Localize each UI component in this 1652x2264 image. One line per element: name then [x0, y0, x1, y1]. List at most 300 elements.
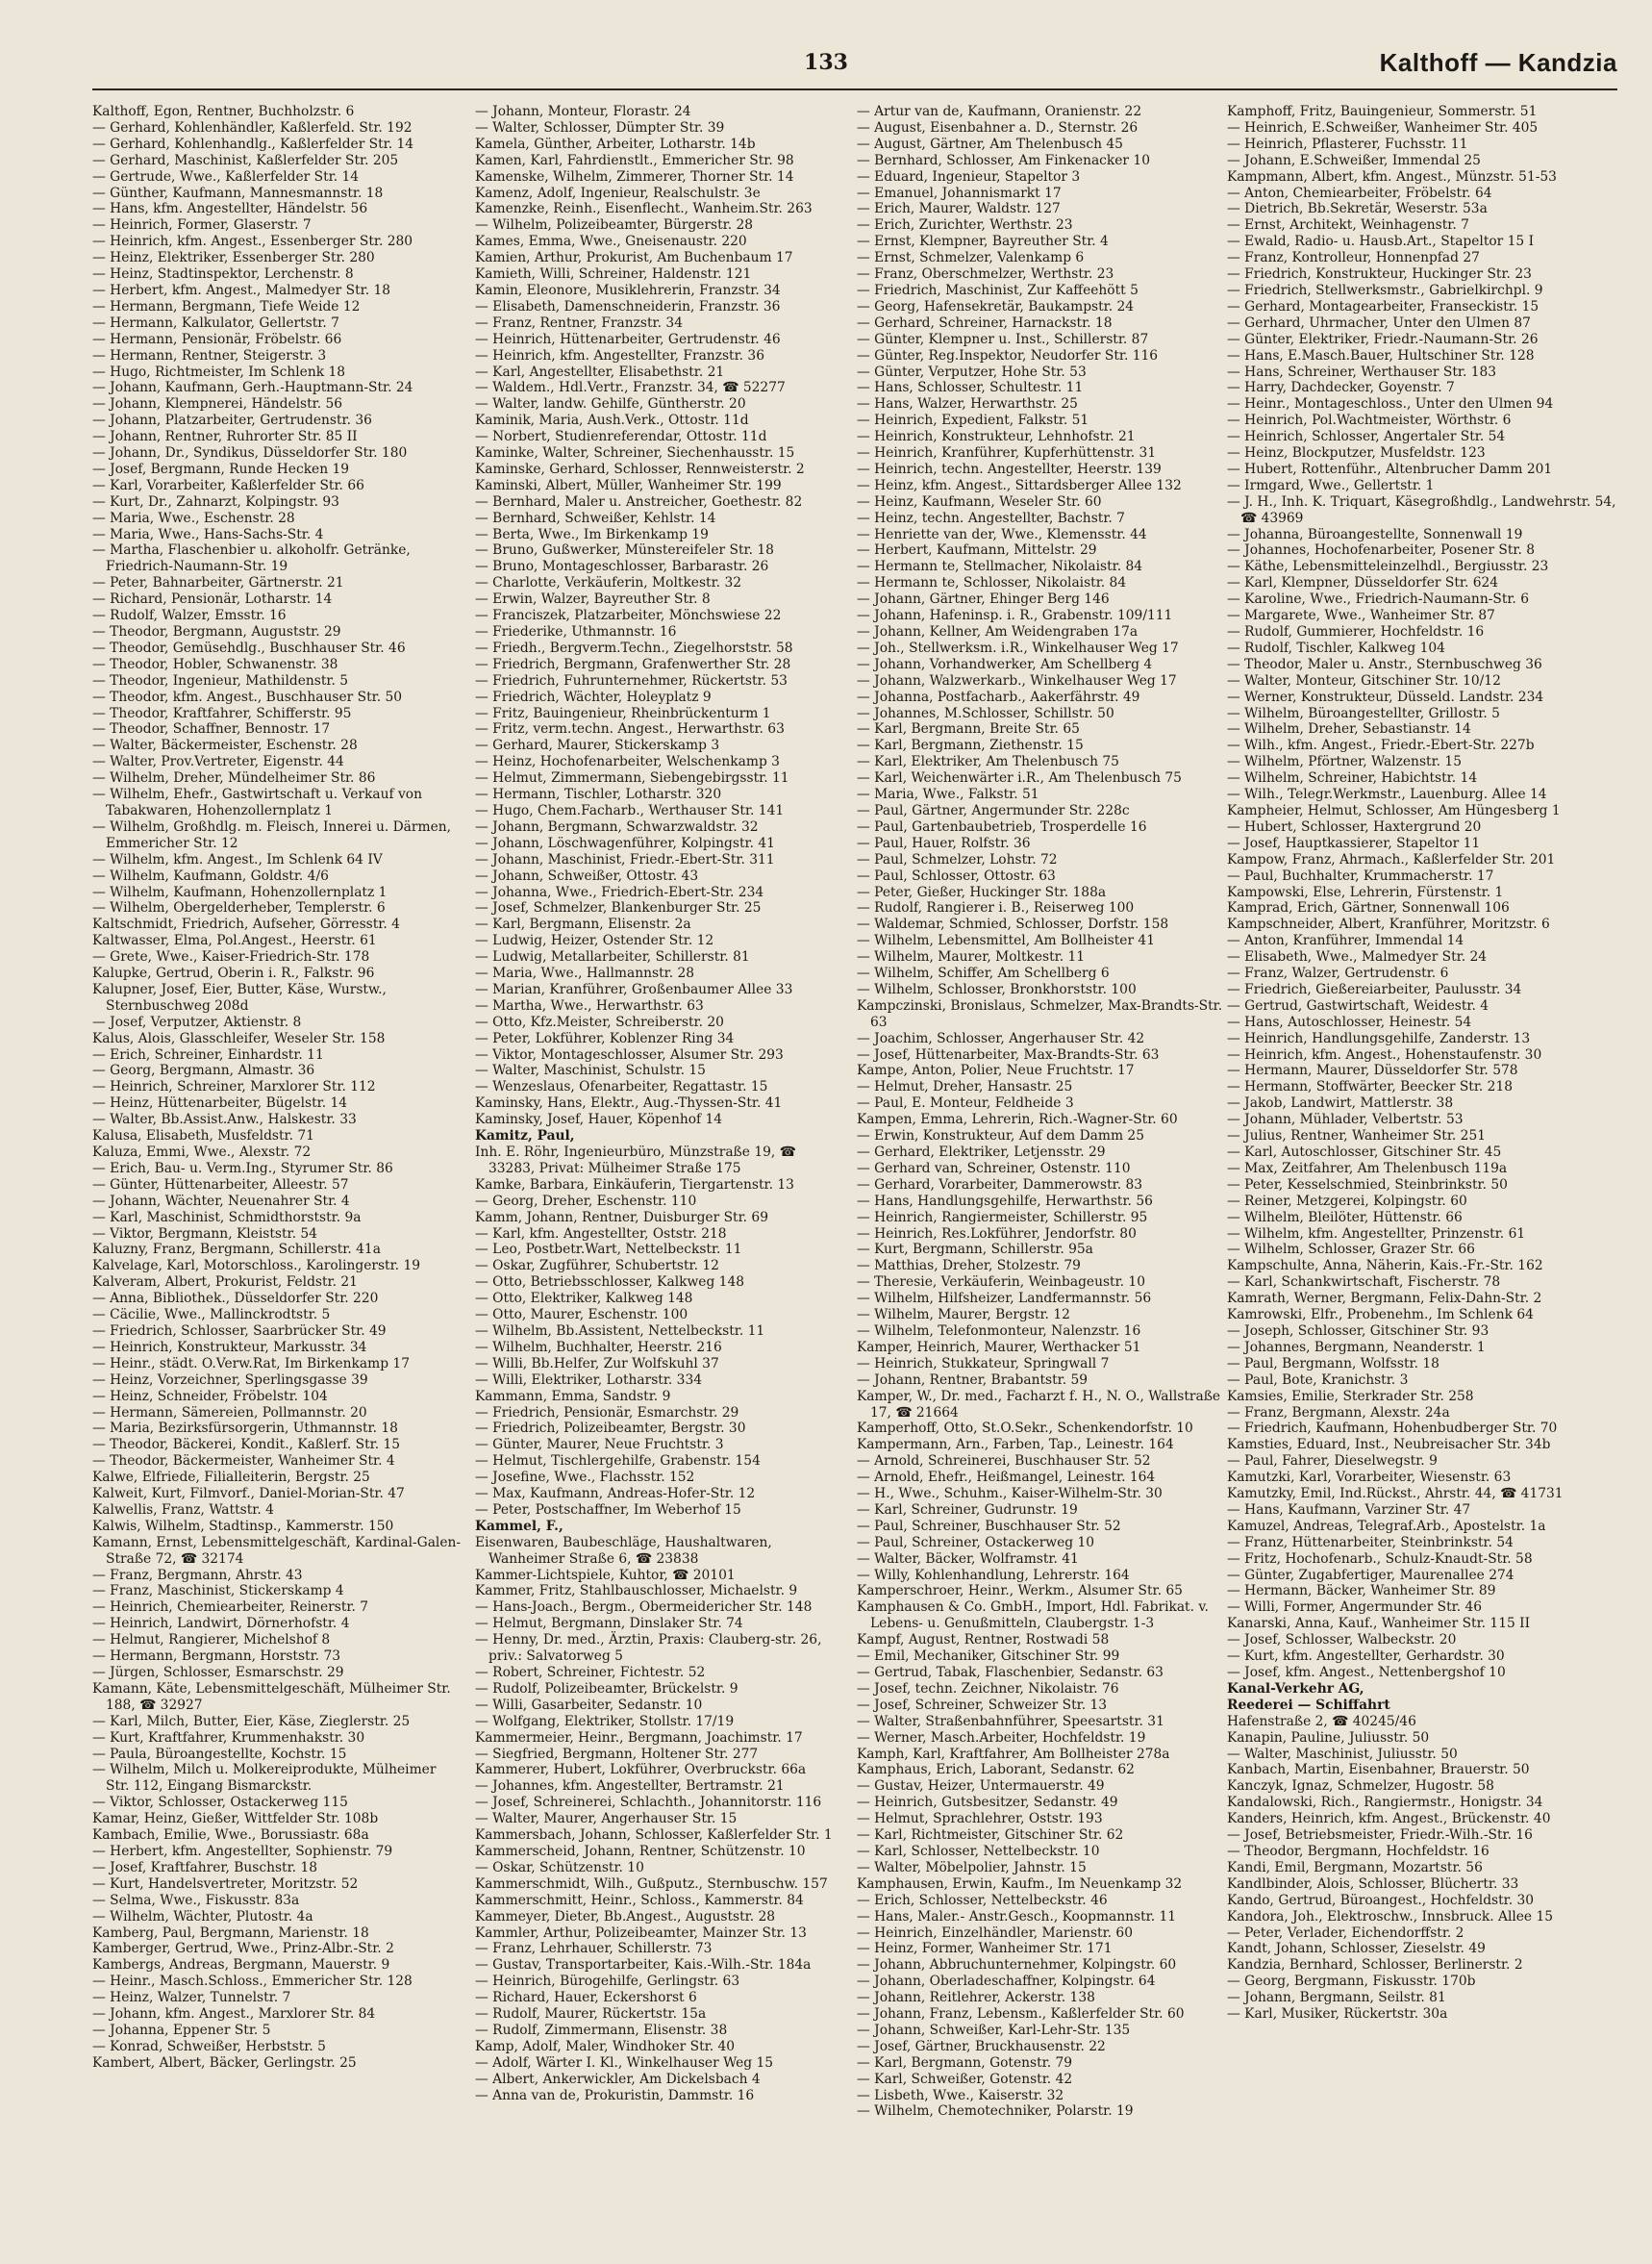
directory-entry: — Julius, Rentner, Wanheimer Str. 251: [1227, 1128, 1487, 1145]
directory-entry: Kammer-Lichtspiele, Kuhtor, ☎ 20101: [475, 1567, 736, 1583]
header-rule: [92, 88, 1617, 90]
directory-entry: — Erich, Schreiner, Einhardstr. 11: [92, 1046, 324, 1063]
directory-entry: — Bernhard, Schweißer, Kehlstr. 14: [475, 510, 716, 526]
directory-entry: Kamieth, Willi, Schreiner, Haldenstr. 121: [475, 266, 752, 283]
directory-entry: — Heinrich, Stukkateur, Springwall 7: [857, 1355, 1110, 1371]
directory-entry: — Walter, Bäckermeister, Eschenstr. 28: [92, 738, 358, 754]
directory-entry: — Hermann, Bäcker, Wanheimer Str. 89: [1227, 1583, 1496, 1599]
directory-entry: — Jakob, Landwirt, Mattlerstr. 38: [1227, 1095, 1454, 1112]
directory-entry: — Theresie, Verkäuferin, Weinbageustr. 10: [857, 1274, 1145, 1291]
directory-entry: — Viktor, Montageschlosser, Alsumer Str. 293: [475, 1046, 784, 1063]
directory-entry: Kamperhoff, Otto, St.O.Sekr., Schenkendorfstr. 10: [857, 1421, 1193, 1437]
directory-entry: — Wilhelm, Großhdlg. m. Fleisch, Innerei u. Därmen, Emmericher Str. 12: [92, 818, 452, 851]
directory-entry: — Joh., Stellwerksm. i.R., Winkelhauser Weg 17: [857, 640, 1179, 656]
directory-entry: — Friederike, Uthmannstr. 16: [475, 624, 677, 640]
directory-entry: Kamberg, Paul, Bergmann, Marienstr. 18: [92, 1924, 369, 1941]
directory-entry: — Otto, Betriebsschlosser, Kalkweg 148: [475, 1274, 745, 1291]
directory-entry: — Karl, Weichenwärter i.R., Am Thelenbusch 75: [857, 770, 1182, 787]
directory-entry: — Kurt, Bergmann, Schillerstr. 95a: [857, 1242, 1093, 1258]
directory-entry: Kampf, August, Rentner, Rostwadi 58: [857, 1632, 1110, 1648]
directory-entry: — Kurt, kfm. Angestellter, Gerhardstr. 30: [1227, 1648, 1505, 1665]
directory-entry: — Josefine, Wwe., Flachsstr. 152: [475, 1470, 695, 1486]
directory-entry: — Wilhelm, Milch u. Molkereiprodukte, Mülheimer Str. 112, Eingang Bismarckstr.: [92, 1762, 437, 1795]
directory-entry: — Josef, Verputzer, Aktienstr. 8: [92, 1014, 302, 1030]
directory-entry: — Theodor, Maler u. Anstr., Sternbuschweg 36: [1227, 656, 1542, 672]
directory-entry: — Wolfgang, Elektriker, Stollstr. 17/19: [475, 1713, 735, 1729]
directory-entry: — Bernhard, Maler u. Anstreicher, Goethestr. 82: [475, 493, 803, 510]
directory-entry: — Johann, Löschwagenführer, Kolpingstr. 41: [475, 835, 775, 851]
directory-entry: — Theodor, kfm. Angest., Buschhauser Str. 50: [92, 689, 403, 705]
directory-entry: Kamper, W., Dr. med., Facharzt f. H., N. O., Wallstraße 17, ☎ 21664: [857, 1388, 1221, 1421]
directory-entry: Kampermann, Arn., Farben, Tap., Leinestr. 164: [857, 1437, 1174, 1453]
directory-entry: — Georg, Hafensekretär, Baukampstr. 24: [857, 298, 1135, 314]
directory-entry: Kaminske, Gerhard, Schlosser, Rennweisterstr. 2: [475, 461, 805, 477]
directory-entry: — Hans-Joach., Bergm., Obermeidericher Str. 148: [475, 1599, 813, 1616]
directory-entry: Kalupner, Josef, Eier, Butter, Käse, Wurstw., Sternbuschweg 208d: [92, 981, 387, 1014]
directory-entry: Kamperschroer, Heinr., Werkm., Alsumer Str. 65: [857, 1583, 1183, 1599]
directory-entry: Kalweit, Kurt, Filmvorf., Daniel-Morian-Str. 47: [92, 1486, 405, 1502]
directory-entry: — Paula, Büroangestellte, Kochstr. 15: [92, 1746, 347, 1762]
directory-entry: — Heinrich, techn. Angestellter, Heerstr. 139: [857, 461, 1162, 477]
directory-entry: — Heinr., Masch.Schloss., Emmericher Str. 128: [92, 1974, 413, 1990]
directory-entry: — Johann, Rentner, Ruhrorter Str. 85 II: [92, 429, 358, 445]
directory-entry: — Henny, Dr. med., Ärztin, Praxis: Clauberg-str. 26, priv.: Salvatorweg 5: [475, 1632, 822, 1665]
directory-entry: — Friedrich, Schlosser, Saarbrücker Str. 49: [92, 1322, 387, 1339]
directory-entry: Kaltwasser, Elma, Pol.Angest., Heerstr. 61: [92, 933, 377, 949]
directory-entry: — Josef, Hauptkassierer, Stapeltor 11: [1227, 835, 1481, 851]
directory-entry: — Gertrud, Gastwirtschaft, Weidestr. 4: [1227, 997, 1489, 1014]
directory-entry: — Heinrich, Schlosser, Angertaler Str. 54: [1227, 429, 1506, 445]
directory-entry: — Wilhelm, Pförtner, Walzenstr. 15: [1227, 754, 1462, 770]
directory-entry: Kambach, Emilie, Wwe., Borussiastr. 68a: [92, 1827, 369, 1844]
directory-entry: — Werner, Konstrukteur, Düsseld. Landstr. 234: [1227, 689, 1544, 705]
directory-entry: — Hermann, Sämereien, Pollmannstr. 20: [92, 1404, 367, 1421]
directory-entry: — Rudolf, Maurer, Rückertstr. 15a: [475, 2006, 707, 2023]
directory-entry: — Hans, Kaufmann, Varziner Str. 47: [1227, 1501, 1471, 1518]
directory-entry: Kaminsky, Hans, Elektr., Aug.-Thyssen-Str. 41: [475, 1095, 783, 1112]
directory-entry: Kamberger, Gertrud, Wwe., Prinz-Albr.-Str. 2: [92, 1941, 394, 1957]
directory-entry: — Heinz, Schneider, Fröbelstr. 104: [92, 1388, 328, 1404]
directory-entry: — Wilhelm, Telefonmonteur, Nalenzstr. 16: [857, 1322, 1141, 1339]
directory-entry: — Johanna, Büroangestellte, Sonnenwall 19: [1227, 526, 1523, 542]
directory-entry: — August, Eisenbahner a. D., Sternstr. 26: [857, 119, 1139, 136]
directory-entry: Kamrath, Werner, Bergmann, Felix-Dahn-Str. 2: [1227, 1291, 1542, 1307]
directory-entry: — Willi, Gasarbeiter, Sedanstr. 10: [475, 1697, 703, 1713]
directory-entry: — Wenzeslaus, Ofenarbeiter, Regattastr. 15: [475, 1079, 768, 1095]
directory-entry: Kaminik, Maria, Aush.Verk., Ottostr. 11d: [475, 413, 749, 429]
directory-entry: — Günter, Maurer, Neue Fruchtstr. 3: [475, 1437, 724, 1453]
directory-entry: — Harry, Dachdecker, Goyenstr. 7: [1227, 380, 1455, 396]
directory-entry: — Friedrich, Gießereiarbeiter, Paulusstr. 34: [1227, 981, 1522, 997]
directory-entry: — Ludwig, Heizer, Ostender Str. 12: [475, 933, 714, 949]
directory-entry: Kambert, Albert, Bäcker, Gerlingstr. 25: [92, 2054, 357, 2071]
directory-entry: — Johann, Bergmann, Schwarzwaldstr. 32: [475, 818, 759, 835]
directory-entry: — Reiner, Metzgerei, Kolpingstr. 60: [1227, 1193, 1467, 1209]
directory-entry: Kamper, Heinrich, Maurer, Werthacker 51: [857, 1339, 1141, 1355]
directory-entry: — Viktor, Bergmann, Kleiststr. 54: [92, 1225, 317, 1242]
directory-entry: — Hans, Maler.- Anstr.Gesch., Koopmannstr. 11: [857, 1908, 1177, 1924]
directory-entry: — Karl, Elektriker, Am Thelenbusch 75: [857, 754, 1119, 770]
directory-entry: — Günther, Kaufmann, Mannesmannstr. 18: [92, 185, 384, 201]
directory-entry: — Franz, Lehrhauer, Schillerstr. 73: [475, 1941, 713, 1957]
directory-entry: — Peter, Lokführer, Koblenzer Ring 34: [475, 1030, 735, 1046]
directory-entry: — Max, Kaufmann, Andreas-Hofer-Str. 12: [475, 1486, 756, 1502]
directory-entry: Kambergs, Andreas, Bergmann, Mauerstr. 9: [92, 1957, 390, 1974]
directory-entry: — Richard, Pensionär, Lotharstr. 14: [92, 591, 333, 608]
directory-entry: — Werner, Masch.Arbeiter, Hochfeldstr. 19: [857, 1729, 1146, 1746]
directory-entry: — Erich, Zurichter, Werthstr. 23: [857, 217, 1073, 234]
directory-entry: — Arnold, Schreinerei, Buschhauser Str. 52: [857, 1453, 1151, 1470]
directory-entry: — Karl, Bergmann, Gotenstr. 79: [857, 2054, 1073, 2071]
directory-entry: — Johann, Wächter, Neuenahrer Str. 4: [92, 1193, 350, 1209]
directory-entry: — Günter, Verputzer, Hohe Str. 53: [857, 364, 1087, 380]
directory-entry: — Theodor, Kraftfahrer, Schifferstr. 95: [92, 705, 352, 721]
directory-entry: — Johann, Oberladeschaffner, Kolpingstr. 64: [857, 1974, 1156, 1990]
directory-entry: — Wilhelm, Maurer, Bergstr. 12: [857, 1307, 1070, 1323]
directory-entry: Kaltschmidt, Friedrich, Aufseher, Görresstr. 4: [92, 917, 400, 933]
directory-entry: — Ernst, Schmelzer, Valenkamp 6: [857, 250, 1085, 266]
directory-entry: — Dietrich, Bb.Sekretär, Weserstr. 53a: [1227, 201, 1488, 217]
directory-entry: — Hermann, Bergmann, Tiefe Weide 12: [92, 298, 361, 314]
directory-entry: — Günter, Hüttenarbeiter, Alleestr. 57: [92, 1176, 349, 1193]
directory-entry: — Friedrich, Pensionär, Esmarchstr. 29: [475, 1404, 739, 1421]
directory-entry: Kalvelage, Karl, Motorschloss., Karolingerstr. 19: [92, 1258, 421, 1274]
directory-entry: Kalwe, Elfriede, Filialleiterin, Bergstr. 25: [92, 1470, 370, 1486]
directory-entry: — Anton, Chemiearbeiter, Fröbelstr. 64: [1227, 185, 1492, 201]
directory-entry: — Fritz, Hochofenarb., Schulz-Knaudt-Str. 58: [1227, 1550, 1533, 1567]
directory-entry: — Johann, Dr., Syndikus, Düsseldorfer Str. 180: [92, 445, 408, 462]
directory-entry: — Heinrich, Landwirt, Dörnerhofstr. 4: [92, 1616, 350, 1632]
directory-entry: — Johannes, kfm. Angestellter, Bertramstr. 21: [475, 1778, 785, 1795]
directory-entry: — Karl, Schlosser, Nettelbeckstr. 10: [857, 1843, 1100, 1859]
directory-entry: — Helmut, Tischlergehilfe, Grabenstr. 154: [475, 1453, 761, 1470]
directory-entry: Inh. E. Röhr, Ingenieurbüro, Münzstraße 19, ☎ 33283, Privat: Mülheimer Straße 175: [475, 1145, 796, 1176]
directory-entry: — Wilhelm, Schreiner, Habichtstr. 14: [1227, 770, 1478, 787]
directory-entry: Kamann, Ernst, Lebensmittelgeschäft, Kardinal-Galen-Straße 72, ☎ 32174: [92, 1534, 462, 1567]
directory-entry: Kampe, Anton, Polier, Neue Fruchtstr. 17: [857, 1063, 1135, 1079]
directory-entry: — Karl, Richtmeister, Gitschiner Str. 62: [857, 1827, 1124, 1844]
directory-entry: — Peter, Verlader, Eichendorffstr. 2: [1227, 1924, 1464, 1941]
directory-entry: Kaminke, Walter, Schreiner, Siechenhausstr. 15: [475, 445, 795, 462]
directory-entry: — Theodor, Hobler, Schwanenstr. 38: [92, 656, 338, 672]
directory-entry: Kando, Gertrud, Büroangest., Hochfeldstr. 30: [1227, 1892, 1535, 1908]
directory-entry: Kamrowski, Elfr., Probenehm., Im Schlenk 64: [1227, 1307, 1534, 1323]
directory-entry: — Heinr., städt. O.Verw.Rat, Im Birkenkamp 17: [92, 1355, 410, 1371]
directory-entry: — Johann, Schweißer, Ottostr. 43: [475, 868, 699, 884]
directory-entry: — Ernst, Klempner, Bayreuther Str. 4: [857, 234, 1109, 250]
directory-entry: — Erwin, Konstrukteur, Auf dem Damm 25: [857, 1128, 1144, 1145]
directory-entry: Kanarski, Anna, Kauf., Wanheimer Str. 115 II: [1227, 1616, 1531, 1632]
directory-entry: — Johann, Rentner, Brabantstr. 59: [857, 1371, 1089, 1388]
directory-entry: — Theodor, Ingenieur, Mathildenstr. 5: [92, 672, 349, 689]
directory-entry: Kammerschmitt, Heinr., Schloss., Kammerstr. 84: [475, 1892, 804, 1908]
directory-entry: — Hubert, Rottenführ., Altenbrucher Damm 201: [1227, 461, 1553, 477]
directory-entry: — Martha, Flaschenbier u. alkoholfr. Getränke, Friedrich-Naumann-Str. 19: [92, 542, 411, 575]
directory-entry: — Johannes, Bergmann, Neanderstr. 1: [1227, 1339, 1486, 1355]
directory-entry: Kandt, Johann, Schlosser, Zieselstr. 49: [1227, 1941, 1486, 1957]
directory-entry: Reederei — Schiffahrt: [1227, 1697, 1390, 1713]
directory-entry: — Johann, Bergmann, Seilstr. 81: [1227, 1990, 1446, 2006]
directory-entry: — Friedh., Bergverm.Techn., Ziegelhorststr. 58: [475, 640, 793, 656]
directory-entry: — Emil, Mechaniker, Gitschiner Str. 99: [857, 1648, 1120, 1665]
directory-entry: — Heinrich, Pol.Wachtmeister, Wörthstr. 6: [1227, 413, 1512, 429]
directory-entry: — Gerhard, Maurer, Stickerskamp 3: [475, 738, 720, 754]
directory-entry: — Franz, Hüttenarbeiter, Steinbrinkstr. 54: [1227, 1534, 1514, 1550]
directory-entry: — Herbert, kfm. Angestellter, Sophienstr. 79: [92, 1843, 393, 1859]
directory-entry: — Gertrude, Wwe., Kaßlerfelder Str. 14: [92, 168, 360, 185]
directory-entry: — Walter, Prov.Vertreter, Eigenstr. 44: [92, 754, 344, 770]
directory-column-3: [857, 104, 1227, 2249]
directory-entry: — Matthias, Dreher, Stolzestr. 79: [857, 1258, 1081, 1274]
directory-entry: — Kurt, Kraftfahrer, Krummenhakstr. 30: [92, 1729, 365, 1746]
directory-entry: Kamien, Arthur, Prokurist, Am Buchenbaum 17: [475, 250, 793, 266]
directory-entry: — Paul, Fahrer, Dieselwegstr. 9: [1227, 1453, 1438, 1470]
directory-entry: — Josef, Schreinerei, Schlachth., Johannitorstr. 116: [475, 1795, 822, 1811]
directory-entry: — Friedrich, Bergmann, Grafenwerther Str. 28: [475, 656, 791, 672]
directory-entry: — Paul, Hauer, Rolfstr. 36: [857, 835, 1031, 851]
directory-entry: — Karl, Bergmann, Elisenstr. 2a: [475, 917, 691, 933]
directory-entry: Kamenzke, Reinh., Eisenflecht., Wanheim.Str. 263: [475, 201, 813, 217]
directory-entry: — Heinrich, kfm. Angest., Hohenstaufenstr. 30: [1227, 1046, 1542, 1063]
directory-entry: — Karl, Milch, Butter, Eier, Käse, Zieglerstr. 25: [92, 1713, 411, 1729]
directory-entry: — Heinrich, Former, Glaserstr. 7: [92, 217, 312, 234]
directory-entry: — Heinrich, Res.Lokführer, Jendorfstr. 80: [857, 1225, 1137, 1242]
directory-entry: — Walter, Maschinist, Juliusstr. 50: [1227, 1746, 1458, 1762]
directory-entry: — Heinrich, Handlungsgehilfe, Zanderstr. 13: [1227, 1030, 1531, 1046]
directory-entry: — Wilhelm, Ehefr., Gastwirtschaft u. Verkauf von Tabakwaren, Hohenzollernplatz 1: [92, 787, 422, 818]
directory-entry: Kalupke, Gertrud, Oberin i. R., Falkstr. 96: [92, 966, 375, 982]
directory-entry: — Theodor, Bergmann, Hochfeldstr. 16: [1227, 1843, 1489, 1859]
directory-entry: — Paul, E. Monteur, Feldheide 3: [857, 1095, 1074, 1112]
directory-entry: — Heinr., Montageschloss., Unter den Ulmen 94: [1227, 396, 1554, 413]
directory-entry: — Hans, kfm. Angestellter, Händelstr. 56: [92, 201, 368, 217]
directory-entry: — Anna, Bibliothek., Düsseldorfer Str. 220: [92, 1291, 379, 1307]
directory-entry: — Karl, Vorarbeiter, Kaßlerfelder Str. 66: [92, 477, 364, 493]
directory-entry: — Johann, Kaufmann, Gerh.-Hauptmann-Str. 24: [92, 380, 413, 396]
directory-entry: Kamenz, Adolf, Ingenieur, Realschulstr. 3e: [475, 185, 761, 201]
directory-entry: — Josef, Schreiner, Schweizer Str. 13: [857, 1697, 1108, 1713]
directory-entry: — Josef, Schlosser, Walbeckstr. 20: [1227, 1632, 1457, 1648]
directory-entry: — Heinrich, kfm. Angest., Essenberger Str. 280: [92, 234, 413, 250]
directory-entry: — Oskar, Schützenstr. 10: [475, 1859, 644, 1875]
directory-entry: — Maria, Wwe., Hans-Sachs-Str. 4: [92, 526, 324, 542]
directory-entry: — Johann, Vorhandwerker, Am Schellberg 4: [857, 656, 1153, 672]
directory-entry: Kamela, Günther, Arbeiter, Lotharstr. 14b: [475, 136, 756, 152]
directory-entry: Kamke, Barbara, Einkäuferin, Tiergartenstr. 13: [475, 1176, 794, 1193]
directory-entry: — Theodor, Gemüsehdlg., Buschhauser Str. 46: [92, 640, 406, 656]
directory-entry: Kames, Emma, Wwe., Gneisenaustr. 220: [475, 234, 747, 250]
directory-entry: — Willi, Elektriker, Lotharstr. 334: [475, 1371, 703, 1388]
directory-entry: — Karl, Schreiner, Gudrunstr. 19: [857, 1501, 1078, 1518]
directory-entry: — Rudolf, Tischler, Kalkweg 104: [1227, 640, 1445, 656]
directory-entry: — Wilhelm, Maurer, Moltkestr. 11: [857, 949, 1086, 966]
directory-entry: — Heinz, Hochofenarbeiter, Welschenkamp 3: [475, 754, 780, 770]
directory-entry: — Willi, Former, Angermunder Str. 46: [1227, 1599, 1483, 1616]
directory-entry: — Gustav, Transportarbeiter, Kais.-Wilh.-Str. 184a: [475, 1957, 812, 1974]
directory-entry: — Hans, Walzer, Herwarthstr. 25: [857, 396, 1078, 413]
directory-entry: — Karl, Bergmann, Breite Str. 65: [857, 721, 1080, 738]
directory-entry: — Robert, Schreiner, Fichtestr. 52: [475, 1665, 706, 1680]
directory-entry: — Hermann, Rentner, Steigerstr. 3: [92, 347, 327, 364]
directory-entry: Kampow, Franz, Ahrmach., Kaßlerfelder Str. 201: [1227, 851, 1556, 868]
directory-entry: — Gerhard, Kohlenhandlg., Kaßlerfelder Str. 14: [92, 136, 414, 152]
directory-entry: — Hans, Schlosser, Schultestr. 11: [857, 380, 1084, 396]
directory-entry: — Paul, Schreiner, Ostackerweg 10: [857, 1534, 1095, 1550]
directory-entry: — Wilhelm, Schlosser, Grazer Str. 66: [1227, 1242, 1475, 1258]
directory-entry: Kamm, Johann, Rentner, Duisburger Str. 69: [475, 1209, 768, 1225]
directory-entry: — Helmut, Zimmermann, Siebengebirgsstr. 11: [475, 770, 789, 787]
directory-entry: — Hermann, Maurer, Düsseldorfer Str. 578: [1227, 1063, 1518, 1079]
directory-entry: — Gerhard van, Schreiner, Ostenstr. 110: [857, 1160, 1131, 1176]
directory-entry: Kamsties, Eduard, Inst., Neubreisacher Str. 34b: [1227, 1437, 1551, 1453]
directory-entry: — Heinz, Former, Wanheimer Str. 171: [857, 1941, 1113, 1957]
directory-entry: — Herbert, Kaufmann, Mittelstr. 29: [857, 542, 1097, 559]
directory-entry: — Paul, Schmelzer, Lohstr. 72: [857, 851, 1058, 868]
directory-entry: — Fritz, verm.techn. Angest., Herwarthstr. 63: [475, 721, 785, 738]
directory-entry: — Walter, Maschinist, Schulstr. 15: [475, 1063, 706, 1079]
directory-entry: — Wilhelm, Obergelderheber, Templerstr. 6: [92, 900, 386, 917]
directory-entry: Kalthoff, Egon, Rentner, Buchholzstr. 6: [92, 104, 355, 119]
directory-entry: — Maria, Wwe., Hallmannstr. 28: [475, 966, 695, 982]
directory-entry: — Viktor, Schlosser, Ostackerweg 115: [92, 1795, 348, 1811]
directory-entry: — Franz, Walzer, Gertrudenstr. 6: [1227, 966, 1449, 982]
directory-entry: — Wilhelm, Schlosser, Bronkhorststr. 100: [857, 981, 1137, 997]
directory-entry: — Gertrud, Tabak, Flaschenbier, Sedanstr. 63: [857, 1665, 1164, 1680]
directory-entry: Kammler, Arthur, Polizeibeamter, Mainzer Str. 13: [475, 1924, 807, 1941]
directory-entry: — Fritz, Bauingenieur, Rheinbrückenturm 1: [475, 705, 771, 721]
directory-entry: — Bruno, Gußwerker, Münstereifeler Str. 18: [475, 542, 774, 559]
directory-entry: — Friedrich, Fuhrunternehmer, Rückertstr. 53: [475, 672, 788, 689]
directory-entry: — Karl, Klempner, Düsseldorfer Str. 624: [1227, 575, 1499, 591]
directory-entry: — Maria, Wwe., Falkstr. 51: [857, 787, 1039, 803]
directory-column-4: [1227, 104, 1621, 2249]
directory-entry: — Maria, Bezirksfürsorgerin, Uthmannstr. 18: [92, 1421, 398, 1437]
directory-entry: Kandalowski, Rich., Rangiermstr., Honigstr. 34: [1227, 1795, 1543, 1811]
directory-entry: — Josef, Hüttenarbeiter, Max-Brandts-Str. 63: [857, 1046, 1160, 1063]
directory-entry: — Heinrich, Chemiearbeiter, Reinerstr. 7: [92, 1599, 368, 1616]
directory-entry: — Johannes, Hochofenarbeiter, Posener Str. 8: [1227, 542, 1536, 559]
directory-entry: — Georg, Dreher, Eschenstr. 110: [475, 1193, 697, 1209]
directory-entry: — Johann, Gärtner, Ehinger Berg 146: [857, 591, 1110, 608]
directory-entry: — Kurt, Dr., Zahnarzt, Kolpingstr. 93: [92, 493, 339, 510]
directory-entry: — Franz, Bergmann, Ahrstr. 43: [92, 1567, 303, 1583]
directory-entry: — Hugo, Chem.Facharb., Werthauser Str. 141: [475, 802, 785, 818]
directory-entry: Kammeyer, Dieter, Bb.Angest., Auguststr. 28: [475, 1908, 776, 1924]
directory-entry: — Heinrich, Konstrukteur, Markusstr. 34: [92, 1339, 367, 1355]
directory-entry: — Heinz, Elektriker, Essenberger Str. 280: [92, 250, 375, 266]
directory-entry: — Friedrich, Konstrukteur, Huckinger Str. 23: [1227, 266, 1532, 283]
directory-entry: — Joseph, Schlosser, Gitschiner Str. 93: [1227, 1322, 1489, 1339]
directory-entry: Kalwellis, Franz, Wattstr. 4: [92, 1501, 274, 1518]
directory-entry: — Karl, kfm. Angestellter, Oststr. 218: [475, 1225, 727, 1242]
directory-entry: — Karl, Angestellter, Elisabethstr. 21: [475, 364, 725, 380]
directory-entry: — Johann, Abbruchunternehmer, Kolpingstr. 60: [857, 1957, 1177, 1974]
directory-entry: Kammersbach, Johann, Schlosser, Kaßlerfelder Str. 1: [475, 1827, 833, 1844]
directory-entry: — Wilh., Telegr.Werkmstr., Lauenburg. Allee 14: [1227, 787, 1547, 803]
directory-entry: — Richard, Hauer, Eckershorst 6: [475, 1990, 697, 2006]
directory-entry: — Hubert, Schlosser, Haxtergrund 20: [1227, 818, 1482, 835]
directory-entry: — Wilhelm, Buchhalter, Heerstr. 216: [475, 1339, 722, 1355]
directory-entry: — Johann, Schweißer, Karl-Lehr-Str. 135: [857, 2022, 1131, 2038]
directory-entry: — Paul, Bote, Kranichstr. 3: [1227, 1371, 1409, 1388]
directory-entry: — Walter, Möbelpolier, Jahnstr. 15: [857, 1859, 1087, 1875]
directory-entry: Kanapin, Pauline, Juliusstr. 50: [1227, 1729, 1430, 1746]
directory-entry: — Rudolf, Walzer, Emsstr. 16: [92, 608, 287, 624]
directory-entry: — Max, Zeitfahrer, Am Thelenbusch 119a: [1227, 1160, 1508, 1176]
directory-entry: Eisenwaren, Baubeschläge, Haushaltwaren, Wanheimer Straße 6, ☎ 23838: [475, 1534, 772, 1567]
directory-entry: — Heinrich, Schreiner, Marxlorer Str. 112: [92, 1079, 376, 1095]
directory-entry: — Paul, Gärtner, Angermunder Str. 228c: [857, 802, 1130, 818]
directory-entry: — Johann, Mühlader, Velbertstr. 53: [1227, 1112, 1464, 1128]
directory-entry: — Gerhard, Schreiner, Harnackstr. 18: [857, 314, 1113, 331]
directory-entry: Kamsies, Emilie, Sterkrader Str. 258: [1227, 1388, 1474, 1404]
directory-entry: — Hugo, Richtmeister, Im Schlenk 18: [92, 364, 346, 380]
directory-entry: — Heinz, Hüttenarbeiter, Bügelstr. 14: [92, 1095, 348, 1112]
directory-entry: Kamen, Karl, Fahrdienstlt., Emmericher Str. 98: [475, 152, 794, 168]
directory-entry: — Heinrich, Einzelhändler, Marienstr. 60: [857, 1924, 1133, 1941]
directory-entry: — Helmut, Sprachlehrer, Oststr. 193: [857, 1811, 1103, 1827]
directory-column-2: [475, 104, 845, 2249]
directory-entry: — Hans, E.Masch.Bauer, Hultschiner Str. 128: [1227, 347, 1535, 364]
directory-entry: — Heinz, techn. Angestellter, Bachstr. 7: [857, 510, 1125, 526]
directory-entry: — Johann, Kellner, Am Weidengraben 17a: [857, 624, 1139, 640]
directory-entry: Kampen, Emma, Lehrerin, Rich.-Wagner-Str. 60: [857, 1112, 1178, 1128]
directory-entry: — Bruno, Montageschlosser, Barbarastr. 26: [475, 559, 769, 575]
directory-entry: — Norbert, Studienreferendar, Ottostr. 11d: [475, 429, 767, 445]
directory-entry: — Hans, Schreiner, Werthauser Str. 183: [1227, 364, 1497, 380]
directory-entry: — Günter, Klempner u. Inst., Schillerstr. 87: [857, 331, 1149, 347]
directory-entry: — Walter, Bb.Assist.Anw., Halskestr. 33: [92, 1112, 357, 1128]
directory-entry: — Johann, Maschinist, Friedr.-Ebert-Str. 311: [475, 851, 775, 868]
directory-entry: — Waldemar, Schmied, Schlosser, Dorfstr. 158: [857, 917, 1169, 933]
directory-entry: — Artur van de, Kaufmann, Oranienstr. 22: [857, 104, 1142, 119]
directory-entry: — Erich, Bau- u. Verm.Ing., Styrumer Str. 86: [92, 1160, 393, 1176]
directory-entry: — Hermann, Kalkulator, Gellertstr. 7: [92, 314, 339, 331]
directory-entry: — Wilhelm, kfm. Angestellter, Prinzenstr. 61: [1227, 1225, 1526, 1242]
directory-entry: — Heinrich, E.Schweißer, Wanheimer Str. 405: [1227, 119, 1539, 136]
directory-entry: — Franz, Maschinist, Stickerskamp 4: [92, 1583, 344, 1599]
directory-entry: — Gerhard, Kohlenhändler, Kaßlerfeld. Str. 192: [92, 119, 413, 136]
directory-entry: — Heinz, Vorzeichner, Sperlingsgasse 39: [92, 1371, 368, 1388]
directory-entry: Kanders, Heinrich, kfm. Angest., Brückenstr. 40: [1227, 1811, 1551, 1827]
directory-entry: — Hermann, Bergmann, Horststr. 73: [92, 1648, 340, 1665]
directory-entry: — Walter, Straßenbahnführer, Speesartstr. 31: [857, 1713, 1164, 1729]
directory-entry: Kammerscheid, Johann, Rentner, Schützenstr. 10: [475, 1843, 806, 1859]
directory-entry: — Georg, Bergmann, Almastr. 36: [92, 1063, 315, 1079]
directory-entry: — Karl, Schankwirtschaft, Fischerstr. 78: [1227, 1274, 1501, 1291]
directory-entry: — Otto, Maurer, Eschenstr. 100: [475, 1307, 688, 1323]
directory-entry: Kaluza, Emmi, Wwe., Alexstr. 72: [92, 1145, 312, 1160]
directory-entry: — Gerhard, Montagearbeiter, Franseckistr. 15: [1227, 298, 1539, 314]
directory-entry: Kamenske, Wilhelm, Zimmerer, Thorner Str. 14: [475, 168, 794, 185]
directory-entry: — Rudolf, Gummierer, Hochfeldstr. 16: [1227, 624, 1485, 640]
directory-entry: — Hermann te, Stellmacher, Nikolaistr. 84: [857, 559, 1143, 575]
directory-entry: — Waldem., Hdl.Vertr., Franzstr. 34, ☎ 52277: [475, 380, 786, 396]
directory-entry: — Hans, Autoschlosser, Heinestr. 54: [1227, 1014, 1472, 1030]
directory-entry: Kalusa, Elisabeth, Musfeldstr. 71: [92, 1128, 314, 1145]
directory-entry: Kaluzny, Franz, Bergmann, Schillerstr. 41a: [92, 1242, 381, 1258]
directory-entry: — Berta, Wwe., Im Birkenkamp 19: [475, 526, 709, 542]
directory-entry: — Otto, Kfz.Meister, Schreiberstr. 20: [475, 1014, 724, 1030]
directory-entry: — Josef, Betriebsmeister, Friedr.-Wilh.-Str. 16: [1227, 1827, 1533, 1844]
directory-entry: — Hermann, Tischler, Lotharstr. 320: [475, 787, 722, 803]
directory-entry: Kampschneider, Albert, Kranführer, Moritzstr. 6: [1227, 917, 1550, 933]
directory-entry: — Friedrich, Wächter, Holeyplatz 9: [475, 689, 712, 705]
directory-entry: — Paul, Buchhalter, Krummacherstr. 17: [1227, 868, 1494, 884]
directory-entry: — Johanna, Wwe., Friedrich-Ebert-Str. 234: [475, 884, 764, 900]
directory-entry: — Hermann, Pensionär, Fröbelstr. 66: [92, 331, 342, 347]
directory-entry: — Wilh., kfm. Angest., Friedr.-Ebert-Str. 227b: [1227, 738, 1535, 754]
